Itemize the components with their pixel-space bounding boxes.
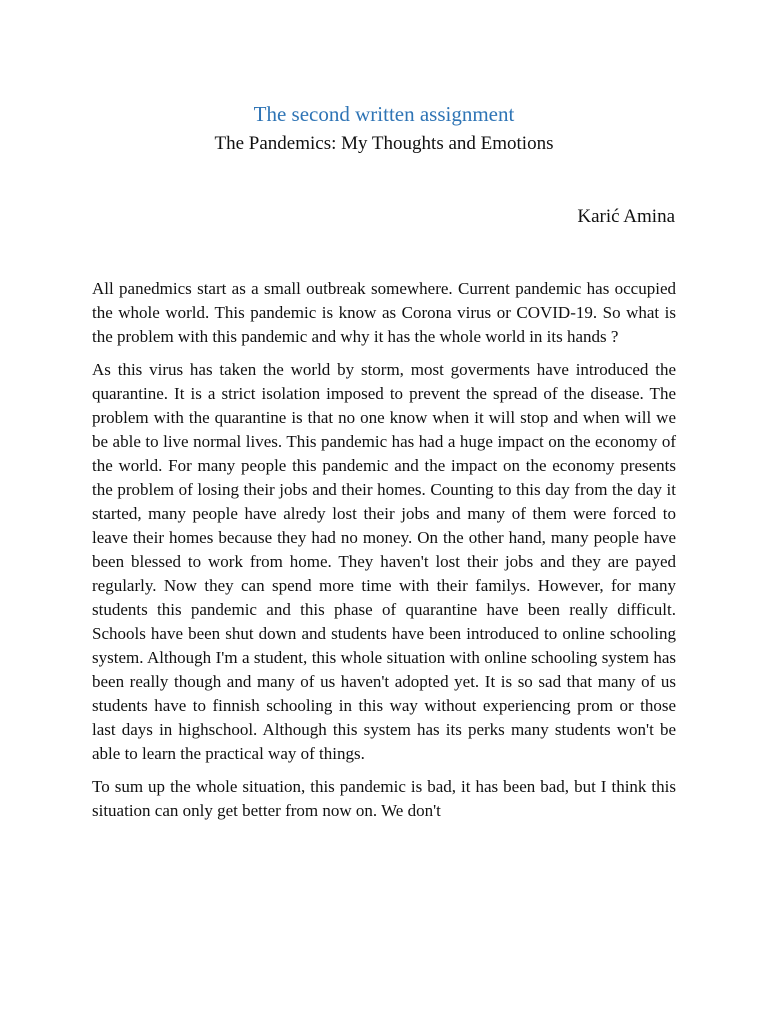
paragraph-intro: All panedmics start as a small outbreak somewhere. Current pandemic has occupied the whole world. This pandemic is know as Corona virus or COVID-19. So what is the problem with this pandemic and why it has the whole world in its hands ? (92, 279, 676, 346)
essay-body (92, 277, 676, 832)
author-name: Karić Amina (577, 206, 675, 227)
document-title: The second written assignment (253, 102, 515, 126)
paragraph-main: As this virus has taken the world by storm, most goverments have introduced the quarantine. It is a strict isolation imposed to prevent the spread of the disease. The problem with the quarantine is that no one know when it will stop and when will we be able to live normal lives. This pandemic has had a huge impact on the economy of the world. For many people this pandemic and the impact on the economy presents the problem of losing their jobs and their homes. Counting to this day from the day it started, many people have alredy lost their jobs and many of them were forced to leave their homes because they had no money. On the other hand, many people have been blessed to work from home. They haven't lost their jobs and they are payed regularly. Now they can spend more time with their familys. However, for many students this pandemic and this phase of quarantine have been really difficult. Schools have been shut down and students have been introduced to online schooling system. Although I'm a student, this whole situation with online schooling system has been really though and many of us haven't adopted yet. It is so sad that many of us students have to finnish schooling in this way without experiencing prom or those last days in highschool. Although this system has its perks many students won't be able to learn the practical way of things. (92, 360, 676, 763)
document-subtitle: The Pandemics: My Thoughts and Emotions (214, 133, 554, 154)
paragraph-conclusion: To sum up the whole situation, this pandemic is bad, it has been bad, but I think this situation can only get better from now on. We don't (92, 777, 676, 820)
